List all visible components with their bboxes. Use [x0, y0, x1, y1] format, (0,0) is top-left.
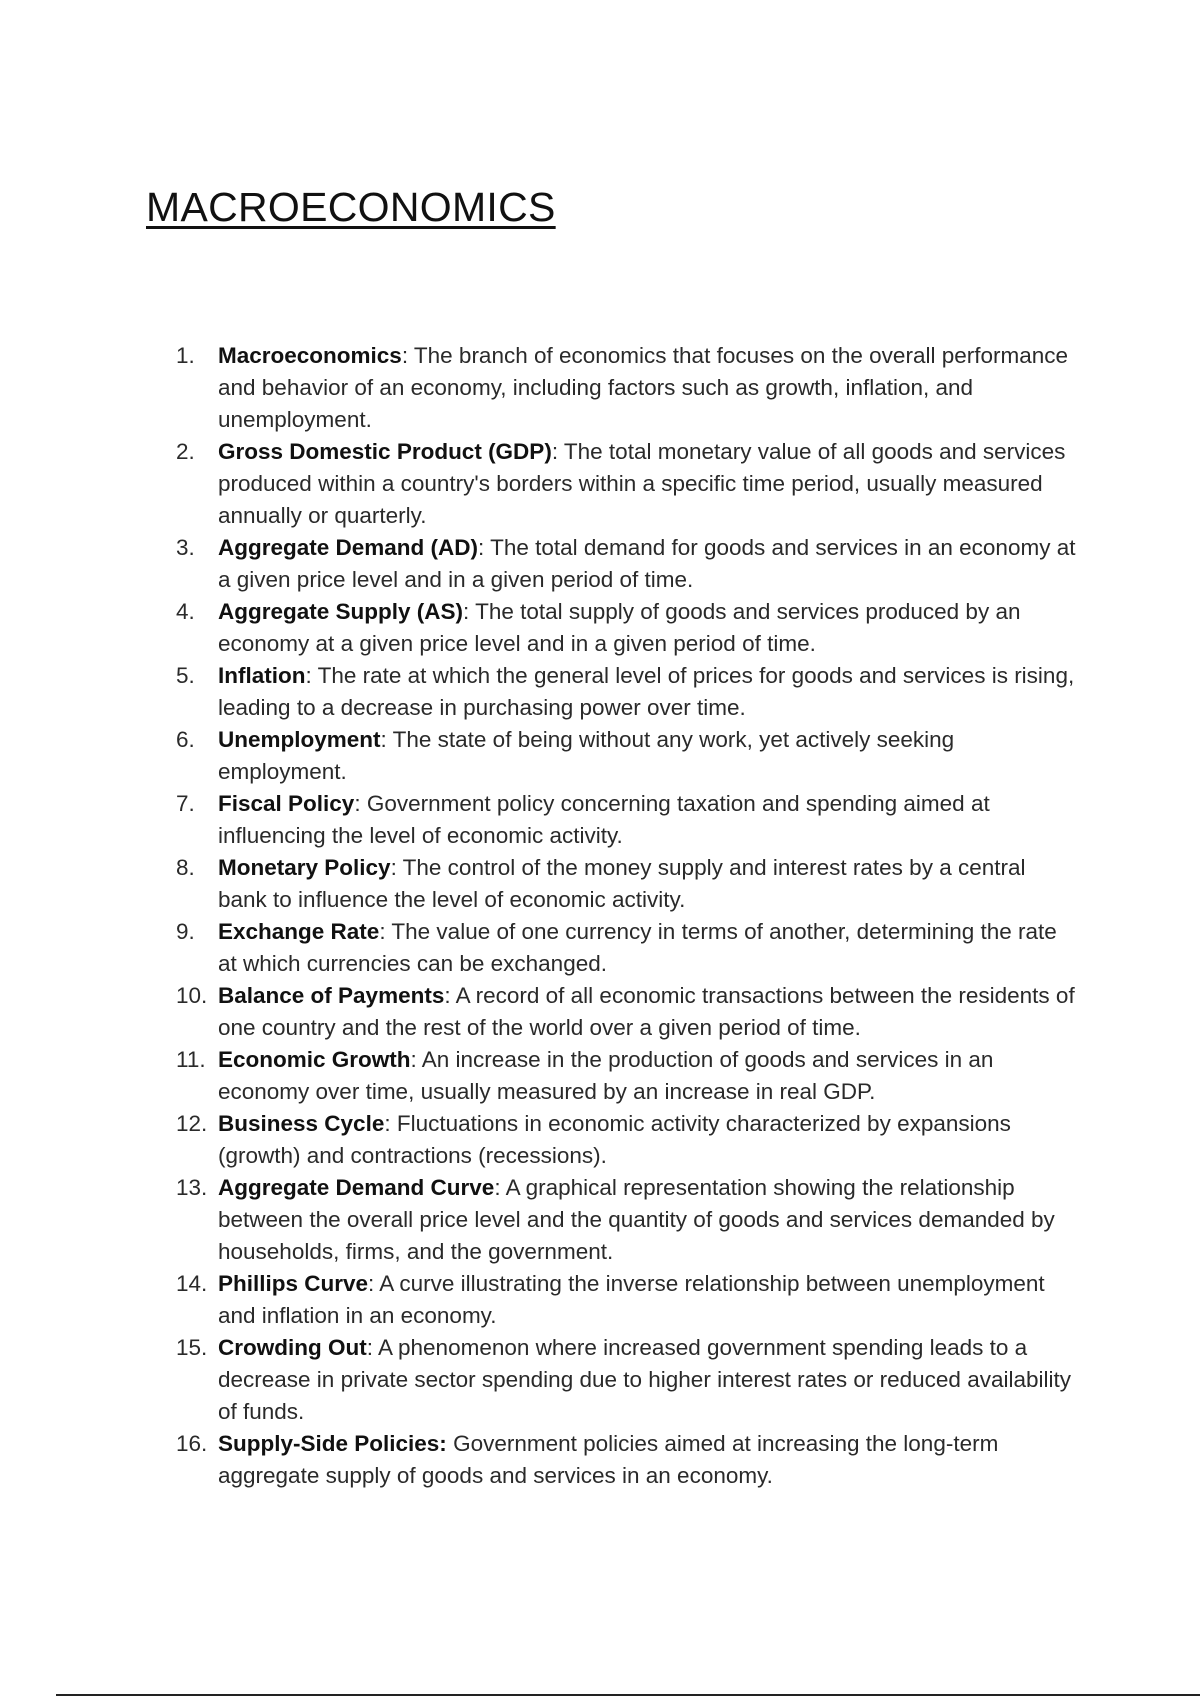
item-term: Aggregate Demand Curve: [218, 1175, 495, 1200]
item-definition: : The total demand for goods and services in an economy at a given price level and in a given period of time.: [218, 535, 1076, 592]
item-term: Gross Domestic Product (GDP): [218, 439, 552, 464]
list-item: [176, 340, 1076, 436]
item-term: Macroeconomics: [218, 343, 402, 368]
item-number: 9.: [176, 919, 195, 944]
item-number: 10.: [176, 983, 208, 1008]
footer-divider: [56, 1694, 1200, 1696]
item-definition: : The rate at which the general level of prices for goods and services is rising, leading to a decrease in purchasing power over time.: [218, 663, 1075, 720]
list-item: [176, 1268, 1076, 1332]
item-definition: : The total supply of goods and services produced by an economy at a given price level and in a given period of time.: [218, 599, 1021, 656]
item-term: Economic Growth: [218, 1047, 411, 1072]
item-definition: Government policies aimed at increasing the long-term aggregate supply of goods and services in an economy.: [218, 1431, 999, 1488]
item-term: Unemployment: [218, 727, 381, 752]
item-number: 14.: [176, 1271, 208, 1296]
item-definition: : The control of the money supply and interest rates by a central bank to influence the level of economic activity.: [218, 855, 1026, 912]
item-term: Supply-Side Policies:: [218, 1431, 447, 1456]
item-number: 11.: [176, 1047, 206, 1072]
page-title: MACROECONOMICS: [146, 184, 556, 230]
item-definition: : The total monetary value of all goods and services produced within a country's borders within a specific time period, usually measured annually or quarterly.: [218, 439, 1066, 528]
item-number: 3.: [176, 535, 195, 560]
list-item: [176, 1108, 1076, 1172]
item-number: 2.: [176, 439, 195, 464]
item-term: Inflation: [218, 663, 306, 688]
list-item: [176, 532, 1076, 596]
item-definition: : Government policy concerning taxation and spending aimed at influencing the level of economic activity.: [218, 791, 990, 848]
item-definition: : The value of one currency in terms of another, determining the rate at which currencies can be exchanged.: [218, 919, 1057, 976]
item-number: 5.: [176, 663, 195, 688]
list-item: [176, 660, 1076, 724]
item-term: Crowding Out: [218, 1335, 367, 1360]
item-number: 8.: [176, 855, 195, 880]
item-number: 6.: [176, 727, 195, 752]
item-term: Fiscal Policy: [218, 791, 355, 816]
item-term: Aggregate Demand (AD): [218, 535, 479, 560]
item-term: Monetary Policy: [218, 855, 391, 880]
item-term: Aggregate Supply (AS): [218, 599, 464, 624]
item-number: 1.: [176, 343, 195, 368]
item-number: 4.: [176, 599, 195, 624]
item-term: Phillips Curve: [218, 1271, 369, 1296]
item-term: Exchange Rate: [218, 919, 380, 944]
item-number: 13.: [176, 1175, 208, 1200]
list-item: [176, 1044, 1076, 1108]
item-definition: : The branch of economics that focuses on the overall performance and behavior of an economy, including factors such as growth, inflation, and unemployment.: [218, 343, 1069, 432]
glossary-list: [176, 340, 1076, 1492]
item-definition: : The state of being without any work, yet actively seeking employment.: [218, 727, 955, 784]
item-number: 7.: [176, 791, 195, 816]
list-item: [176, 788, 1076, 852]
item-definition: : An increase in the production of goods and services in an economy over time, usually measured by an increase in real GDP.: [218, 1047, 994, 1104]
item-definition: : A record of all economic transactions between the residents of one country and the rest of the world over a given period of time.: [218, 983, 1075, 1040]
list-item: [176, 436, 1076, 532]
list-item: [176, 1172, 1076, 1268]
list-item: [176, 916, 1076, 980]
list-item: [176, 596, 1076, 660]
item-definition: : Fluctuations in economic activity characterized by expansions (growth) and contractions (recessions).: [218, 1111, 1011, 1168]
list-item: [176, 980, 1076, 1044]
item-definition: : A graphical representation showing the relationship between the overall price level and the quantity of goods and services demanded by households, firms, and the government.: [218, 1175, 1055, 1264]
item-number: 16.: [176, 1431, 208, 1456]
item-term: Balance of Payments: [218, 983, 445, 1008]
item-definition: : A curve illustrating the inverse relationship between unemployment and inflation in an economy.: [218, 1271, 1045, 1328]
list-item: [176, 1332, 1076, 1428]
item-number: 15.: [176, 1335, 208, 1360]
item-number: 12.: [176, 1111, 208, 1136]
item-definition: : A phenomenon where increased government spending leads to a decrease in private sector spending due to higher interest rates or reduced availability of funds.: [218, 1335, 1071, 1424]
list-item: [176, 724, 1076, 788]
list-item: [176, 852, 1076, 916]
item-term: Business Cycle: [218, 1111, 385, 1136]
list-item: [176, 1428, 1076, 1492]
